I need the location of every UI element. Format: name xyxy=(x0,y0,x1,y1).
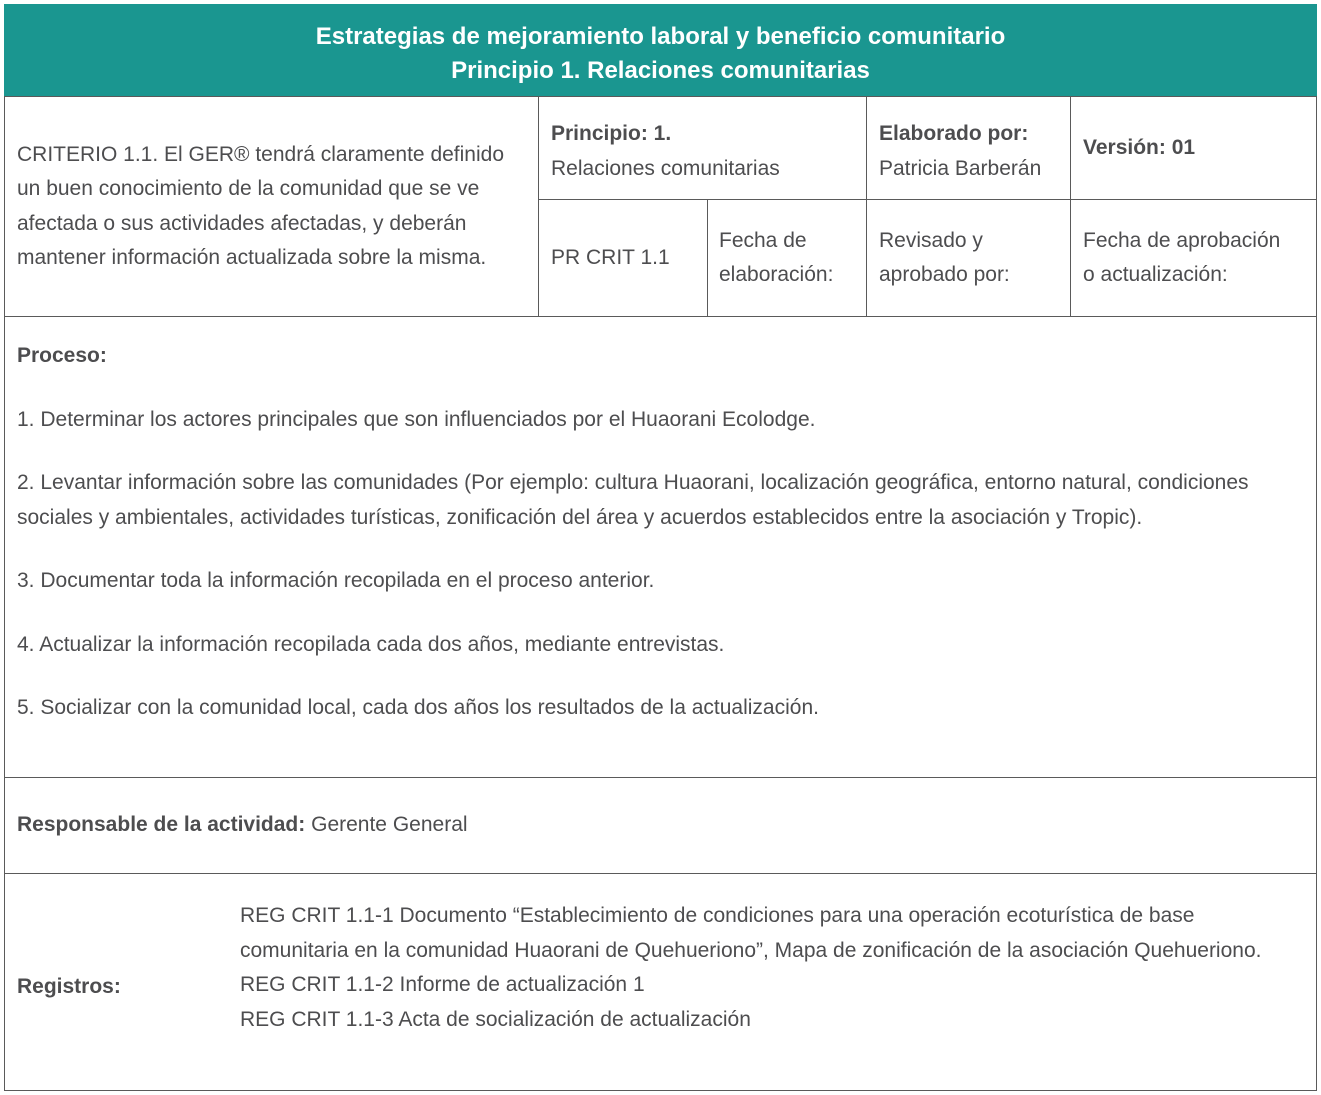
version-cell xyxy=(1070,96,1317,200)
fecha-aprobacion-label-1: Fecha de aprobación xyxy=(1083,228,1281,252)
revisado-cell xyxy=(866,199,1071,317)
document-header xyxy=(4,4,1317,96)
proceso-step-4: 4. Actualizar la información recopilada cada dos años, mediante entrevistas. xyxy=(17,632,725,656)
registro-item-2: REG CRIT 1.1-2 Informe de actualización 1 xyxy=(240,973,645,996)
registros-label: Registros: xyxy=(17,975,121,998)
criterio-cell xyxy=(4,96,539,317)
proceso-step-2: 2. Levantar información sobre las comunidades (Por ejemplo: cultura Huaorani, localización geográfica, entorno natural, condiciones sociales y ambientales, actividades turísticas, zonificación del área y acuerdos establecidos entre la asociación y Tropic). xyxy=(17,471,1249,529)
registro-item-3: REG CRIT 1.1-3 Acta de socialización de actualización xyxy=(240,1007,751,1031)
fecha-elaboracion-label-2: elaboración: xyxy=(719,263,834,286)
revisado-label-1: Revisado y xyxy=(879,228,983,252)
code-cell xyxy=(538,199,708,317)
registros-cell xyxy=(4,873,1317,1091)
registros-list xyxy=(240,899,1300,1037)
responsable-value: Gerente General xyxy=(311,813,468,837)
responsable-cell xyxy=(4,777,1317,874)
proceso-cell xyxy=(4,316,1317,778)
proceso-step-1: 1. Determinar los actores principales que son influenciados por el Huaorani Ecolodge. xyxy=(17,407,816,431)
proceso-step-5: 5. Socializar con la comunidad local, cada dos años los resultados de la actualización. xyxy=(17,696,819,719)
revisado-label-2: aprobado por: xyxy=(879,263,1010,286)
principio-label: Principio: 1. xyxy=(551,122,672,145)
elaborado-value: Patricia Barberán xyxy=(879,156,1042,180)
document-title: Estrategias de mejoramiento laboral y beneficio comunitario xyxy=(315,23,1006,50)
fecha-aprobacion-cell xyxy=(1070,199,1317,317)
registro-item-1: REG CRIT 1.1-1 Documento “Establecimiento de condiciones para una operación ecoturística de base comunitaria en la comunidad Huaorani de Quehueriono”, Mapa de zonificación de la asociación Quehueriono. xyxy=(240,904,1262,962)
proceso-step-3: 3. Documentar toda la información recopilada en el proceso anterior. xyxy=(17,569,655,592)
responsable-label: Responsable de la actividad: xyxy=(17,813,306,837)
version-label: Versión: 01 xyxy=(1083,135,1196,159)
responsable-line xyxy=(17,808,1304,843)
fecha-elaboracion-label-1: Fecha de xyxy=(719,228,807,252)
elaborado-label: Elaborado por: xyxy=(879,122,1029,145)
elaborado-cell xyxy=(866,96,1071,200)
fecha-aprobacion-label-2: o actualización: xyxy=(1083,263,1228,286)
principio-cell xyxy=(538,96,867,200)
document-subtitle: Principio 1. Relaciones comunitarias xyxy=(451,57,870,84)
principio-value: Relaciones comunitarias xyxy=(551,156,780,180)
fecha-elaboracion-cell xyxy=(707,199,867,317)
proceso-label: Proceso: xyxy=(17,344,107,367)
criterio-text: CRITERIO 1.1. El GER® tendrá claramente definido un buen conocimiento de la comunidad que se ve afectada o sus actividades afectadas, y deberán mantener información actualizada sobre la misma. xyxy=(17,142,505,269)
procedure-code: PR CRIT 1.1 xyxy=(551,245,670,269)
